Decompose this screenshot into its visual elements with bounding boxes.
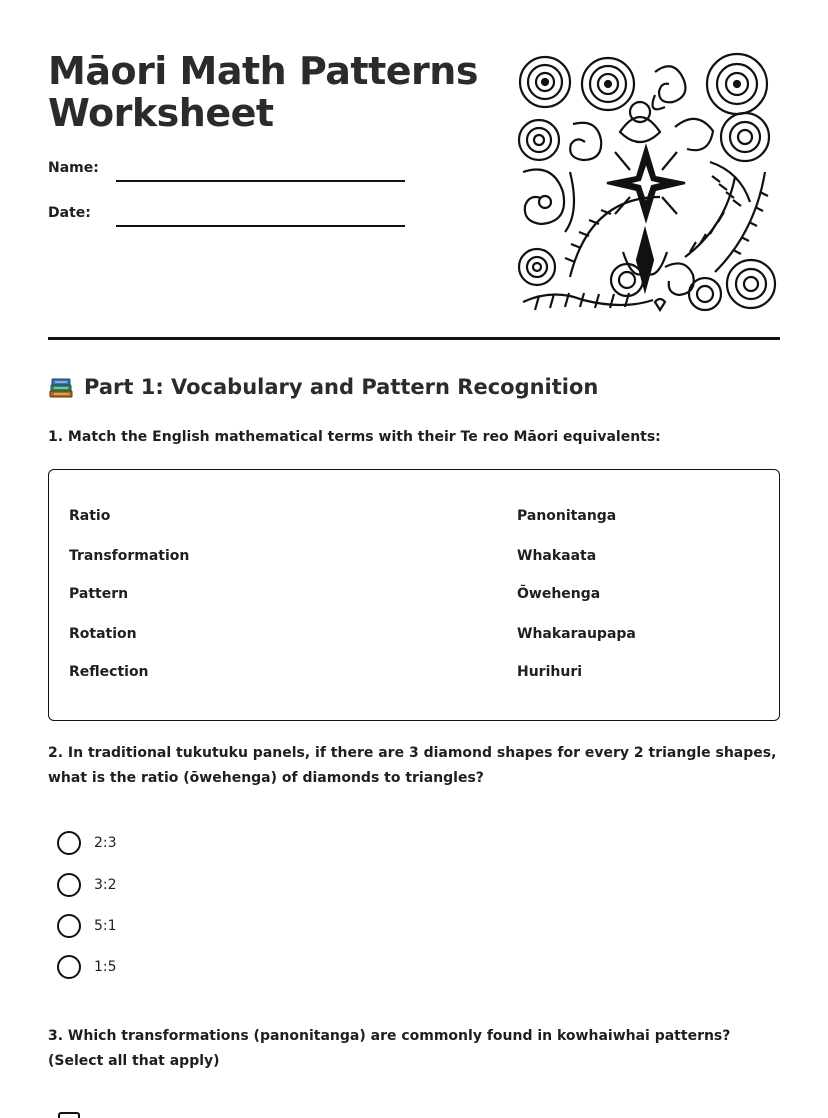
option-label: 5:1 [94,918,117,934]
part1-title: Part 1: Vocabulary and Pattern Recognition [84,375,599,399]
question-2: 2. In traditional tukutuku panels, if there are 3 diamond shapes for every 2 triangle shapes, what is the ratio (ōwehenga) of diamonds to triangles? [48,745,777,786]
english-term-ratio[interactable]: Ratio [69,508,111,524]
q2-option-a[interactable] [57,831,117,855]
date-field[interactable] [116,225,405,227]
maori-term-panonitanga[interactable]: Panonitanga [517,508,617,524]
question-3: 3. Which transformations (panonitanga) are commonly found in kowhaiwhai patterns? (Select all that apply) [48,1028,731,1069]
q2-option-c[interactable] [57,914,117,938]
question-1: 1. Match the English mathematical terms with their Te reo Māori equivalents: [48,429,661,445]
header-divider [48,337,780,340]
radio-button[interactable] [57,955,81,979]
q2-option-b[interactable] [57,873,117,897]
english-term-transformation[interactable]: Transformation [69,548,190,564]
maori-term-whakaraupapa[interactable]: Whakaraupapa [517,626,636,642]
q3-checkbox[interactable] [58,1112,80,1118]
option-label: 3:2 [94,877,117,893]
q2-option-d[interactable] [57,955,117,979]
english-term-pattern[interactable]: Pattern [69,586,129,602]
radio-button[interactable] [57,873,81,897]
radio-button[interactable] [57,914,81,938]
option-label: 2:3 [94,835,117,851]
option-label: 1:5 [94,959,117,975]
maori-term-hurihuri[interactable]: Hurihuri [517,664,583,680]
maori-pattern-illustration [515,52,777,314]
maori-term-whakaata[interactable]: Whakaata [517,548,597,564]
matching-box [48,469,780,721]
maori-term-owehenga[interactable]: Ōwehenga [517,586,601,602]
english-term-rotation[interactable]: Rotation [69,626,137,642]
english-term-reflection[interactable]: Reflection [69,664,149,680]
date-label: Date: [48,205,91,221]
worksheet-title: Māori Math Patterns Worksheet [48,49,478,135]
name-field[interactable] [116,180,405,182]
books-icon [48,374,74,400]
radio-button[interactable] [57,831,81,855]
name-label: Name: [48,160,99,176]
part1-heading [48,374,598,400]
